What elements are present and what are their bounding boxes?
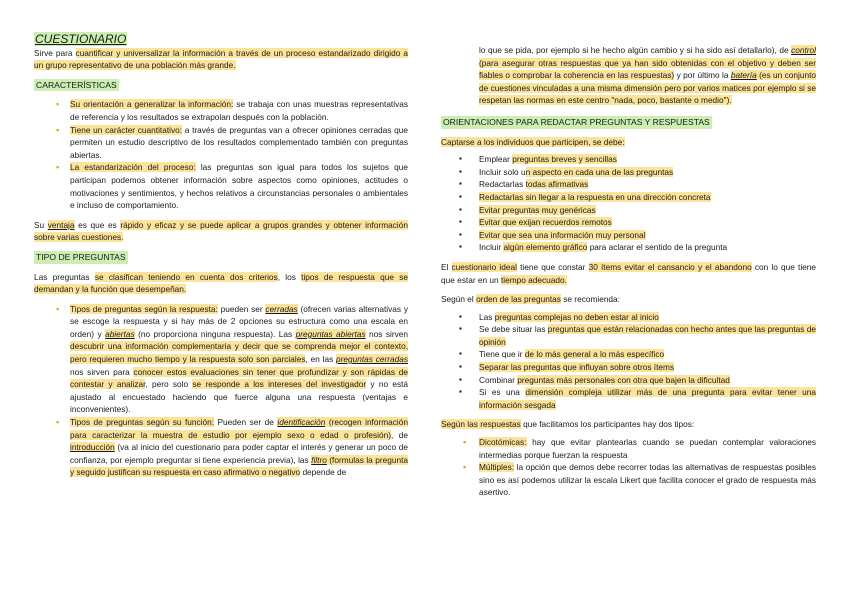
list-item: ▪ Redactarlas todas afirmativas [441, 178, 816, 191]
right-column [441, 44, 816, 499]
orientations-heading: ORIENTACIONES PARA REDACTAR PREGUNTAS Y RESPUESTAS [443, 116, 710, 127]
list-item: ▪ Emplear preguntas breves y sencillas [441, 153, 816, 166]
ideal-paragraph: El cuestionario ideal tiene que constar 30 ítems evitar el cansancio y el abandono con lo que tiene que estar en un tiempo adecuado. [441, 261, 817, 285]
list-item: ▪ Dicotómicas: hay que evitar plantearlas cuando se puedan contemplar valoraciones intermedias porque fuerzan la respuesta [441, 436, 816, 461]
list-item: ▪ Su orientación a generalizar la información: se trabaja con unas muestras representativas de referencia y los resultados se extrapolan después con la población. [34, 98, 408, 123]
orientations-list [441, 153, 816, 254]
list-item: ▪ Incluir solo un aspecto en cada una de las preguntas [441, 166, 816, 179]
list-item: ▪ Múltiples: la opción que demos debe recorrer todas las alternativas de respuestas posibles sino es así podemos utilizar la escala Likert que facilita conocer el grado de respuesta más asertivo. [441, 461, 816, 499]
list-item: ▪ Se debe situar las preguntas que están relacionadas con hecho antes que las preguntas de opinión [441, 323, 816, 348]
intro-paragraph: Sirve para cuantificar y universalizar la información a través de un proceso estandarizado dirigido a un grupo representativo de una población más grande. [34, 47, 408, 71]
list-item: ▪ Separar las preguntas que influyan sobre otros ítems [441, 361, 816, 374]
list-item: ▪ Incluir algún elemento gráfico para aclarar el sentido de la pregunta [441, 241, 816, 254]
document-title: CUESTIONARIO [35, 32, 127, 46]
list-item: ▪ Las preguntas complejas no deben estar al inicio [441, 311, 816, 324]
list-item: ▪ Redactarlas sin llegar a la respuesta en una dirección concreta [441, 191, 816, 204]
characteristics-list [34, 98, 408, 211]
list-item: ▪ Tiene que ir de lo más general a lo más específico [441, 348, 816, 361]
order-list [441, 311, 816, 412]
list-item: ▪ Evitar preguntas muy genéricas [441, 204, 816, 217]
list-item: ▪ La estandarización del proceso: las preguntas son igual para todos los sujetos que participan podemos obtener información sobre aspectos como opiniones, actitudes o motivaciones y sentimientos, y hechos relativos a circunstancias personales o ambientales e incluso de comportamiento. [34, 161, 408, 211]
types-intro-paragraph: Las preguntas se clasifican teniendo en cuenta dos criterios, los tipos de respuesta que se demandan y la función que desempeñan. [34, 271, 408, 295]
order-intro: Según el orden de las preguntas se recomienda: [441, 294, 620, 305]
question-types-heading: TIPO DE PREGUNTAS [36, 251, 126, 262]
list-item: ▪ Si es una dimensión compleja utilizar más de una pregunta para evitar tener una información sesgada [441, 386, 816, 411]
list-item: ▪ Tipos de preguntas según la respuesta: pueden ser cerradas (ofrecen varias alternativas y se escoge la respuesta y si hay más de 2 opciones su estructura como una escala en orden) y abiertas (no proporciona ninguna respuesta). Las preguntas abiertas nos sirven descubrir una información complementaria y decir que se comprenda mejor el contexto, pero requieren mucho tiempo y la respuesta solo son parciales, en las preguntas cerradas nos sirven para conocer estos evaluaciones sin tener que profundizar y son rápidas de contestar y analizar, pero solo se responde a los intereses del investigador y no está ajustado al encuestado haciendo que fuerce alguna una respuesta (ventajas e inconvenientes). [34, 303, 408, 416]
question-types-list [34, 303, 408, 479]
continued-paragraph: lo que se pida, por ejemplo si he hecho algún cambio y si ha sido así detallarlo), de control (para asegurar otras respuestas que ya han sido obtenidas con el objetivo y deben ser fiables o comprobar la coherencia en las respuestas) y por último la batería (es un conjunto de cuestiones vinculadas a una misma dimensión pero por varios matices por ejemplo si se respetan las normas en este centro "nada, poco, bastante o medio"). [479, 45, 817, 106]
list-item: ▪ Tiene un carácter cuantitativo: a través de preguntas van a ofrecer opiniones cerradas que permiten un estudio descriptivo de los resultados complementado también con preguntas abiertas. [34, 124, 408, 162]
advantage-paragraph: Su ventaja es que es rápido y eficaz y se puede aplicar a grupos grandes y obtener información sobre varias cuestiones. [34, 219, 408, 243]
orientations-intro: Captarse a los individuos que participen, se debe: [441, 136, 625, 147]
characteristics-heading: CARACTERÍSTICAS [36, 79, 117, 90]
list-item: ▪ Tipos de preguntas según su función: Pueden ser de identificación (recogen información para caracterizar la muestra de estudio por ejemplo sexo o edad o profesión), de introducción (va al inicio del cuestionario para poder captar el interés y generar un poco de confianza, por ejemplo preguntar si tiene experiencia previa), las filtro (formulas la pregunta y seguido justifican su respuesta en caso afirmativo o negativo depende de [34, 416, 408, 479]
left-column [34, 32, 408, 479]
answer-types-list [441, 436, 816, 499]
list-item: ▪ Combinar preguntas más personales con otra que bajen la dificultad [441, 374, 816, 387]
list-item: ▪ Evitar que sea una información muy personal [441, 229, 816, 242]
answers-intro: Según las respuestas que facilitamos los participantes hay dos tipos: [441, 419, 695, 430]
list-item: ▪ Evitar que exijan recuerdos remotos [441, 216, 816, 229]
